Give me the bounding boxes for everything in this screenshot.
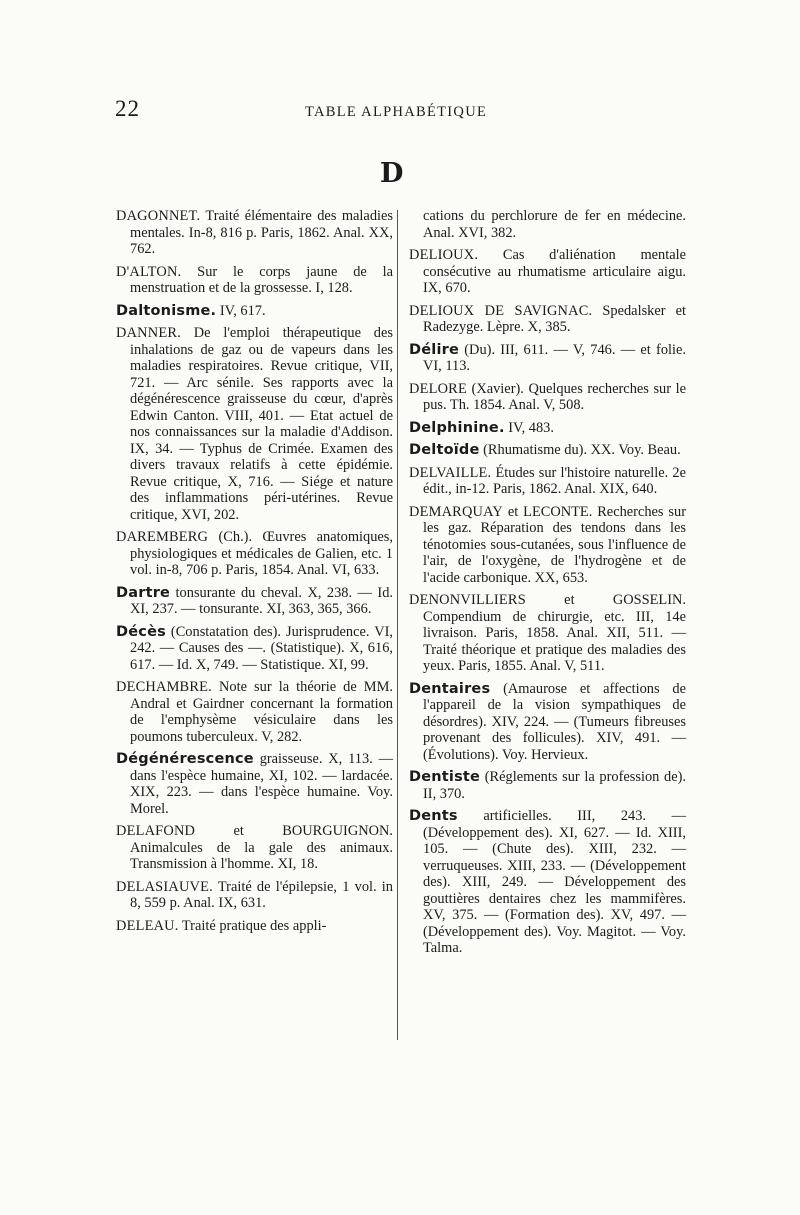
right-column (409, 208, 686, 963)
entry-heading: Dartre (116, 584, 171, 601)
entry-heading: DAGONNET. (116, 208, 201, 224)
entry-heading: Dentiste (409, 769, 481, 785)
index-entry (409, 465, 686, 498)
running-title: TABLE ALPHABÉTIQUE (305, 104, 488, 120)
index-entry (116, 585, 393, 618)
entry-heading: Deltoïde (409, 442, 480, 458)
entry-heading: DECHAMBRE. (116, 679, 212, 695)
entry-heading: DELEAU. (116, 917, 179, 934)
entry-heading: Dégénérescence (116, 751, 254, 767)
entry-text: artificielles. III, 243. — (Développement des). XI, 627. — Id. XIII, 105. — (Chute des). XIII, 232. — verruqueuses. XIII, 233. — (Développement des). XIII, 249. — Développement des gouttières dentaires chez les mammifères. XV, 375. — (Formation des). XV, 497. — (Développement des). Voy. Magitot. — Voy. Talma. (423, 808, 686, 956)
entry-text: Spedalsker et Radezyge. Lèpre. X, 385. (423, 302, 686, 335)
entry-heading: DANNER. (116, 325, 181, 341)
index-entry (409, 769, 686, 802)
entry-heading: DELVAILLE. (409, 464, 492, 481)
index-entry (116, 823, 393, 873)
index-entry (116, 303, 393, 320)
entry-text: (Amaurose et affections de l'appareil de la vision sympathiques de désordres). XIV, 224. — (Tumeurs fibreuses provenant des follicules). XIV, 491. — (Évolutions). Voy. Hervieux. (423, 680, 686, 763)
entry-text: (Du). III, 611. — V, 746. — et folie. VI, 113. (423, 341, 686, 374)
entry-text: Études sur l'histoire naturelle. 2e édit., in-12. Paris, 1862. Anal. XIX, 640. (423, 464, 686, 497)
entry-text: (Xavier). Quelques recherches sur le pus. Th. 1854. Anal. V, 508. (423, 380, 686, 413)
entry-heading: D'ALTON. (116, 263, 182, 280)
entry-text: Note sur la théorie de MM. Andral et Gairdner concernant la formation de l'emphysème vésiculaire dans les poumons tuberculeux. V, 282. (130, 679, 393, 745)
entry-heading: DELIOUX DE SAVIGNAC. (409, 302, 593, 319)
entry-heading: DEMARQUAY (409, 503, 504, 520)
entry-text: IV, 483. (504, 419, 554, 436)
entry-heading: Delphinine. (409, 419, 505, 436)
entry-text: et GOSSELIN. Compendium de chirurgie, etc. III, 14e livraison. Paris, 1858. Anal. XII, 511. — Traité théorique et pratique des maladies des yeux. Paris, 1855. Anal. V, 511. (423, 592, 686, 674)
index-entry (116, 325, 393, 523)
index-entry (409, 504, 686, 587)
index-entry (116, 751, 393, 817)
index-entry (116, 264, 393, 297)
entry-heading: DAREMBERG (116, 529, 209, 545)
index-entry (116, 208, 393, 258)
entry-text: et LECONTE. Recherches sur les gaz. Réparation des tendons dans les ténotomies sous-cutanées, sous l'influence de l'air, de l'oxygène, de l'hydrogène et de l'acide carbonique. XX, 653. (423, 503, 686, 586)
entry-text: Cas d'aliénation mentale consécutive au rhumatisme articulaire aigu. IX, 670. (423, 247, 686, 296)
entry-heading: DELIOUX. (409, 247, 479, 263)
page-number: 22 (115, 96, 140, 121)
entry-text: (Ch.). Œuvres anatomiques, physiologiques et médicales de Galien, etc. 1 vol. in-8, 706 p. Paris, 1854. Anal. VI, 633. (130, 529, 393, 578)
entry-text: Traité élémentaire des maladies mentales. In-8, 816 p. Paris, 1862. Anal. XX, 762. (130, 208, 393, 257)
entry-heading: DELORE (409, 380, 467, 397)
index-entry (409, 808, 686, 957)
index-entry (409, 247, 686, 297)
entry-text: et BOURGUIGNON. Animalcules de la gale des animaux. Transmission à l'homme. XI, 18. (130, 823, 393, 872)
index-entry (116, 679, 393, 745)
index-entry (409, 303, 686, 336)
index-entry (116, 624, 393, 674)
entry-text: (Réglements sur la profession de). II, 370. (423, 769, 686, 802)
page-header (115, 96, 680, 126)
entry-text: (Rhumatisme du). XX. Voy. Beau. (479, 442, 681, 458)
entry-heading: DENONVILLIERS (409, 592, 526, 608)
index-entry (409, 420, 686, 437)
entry-text: Traité de l'épilepsie, 1 vol. in 8, 559 p. Anal. IX, 631. (130, 878, 393, 911)
entry-text: IV, 617. (216, 302, 266, 319)
index-entry (409, 592, 686, 675)
entry-text: tonsurante du cheval. X, 238. — Id. XI, 237. — tonsurante. XI, 363, 365, 366. (130, 584, 393, 617)
entry-heading: Daltonisme. (116, 302, 217, 319)
entry-text: cations du perchlorure de fer en médecine. Anal. XVI, 382. (423, 208, 686, 241)
entry-text: Traité pratique des appli- (178, 917, 327, 934)
index-entry (409, 381, 686, 414)
index-entry (409, 342, 686, 375)
entry-text: De l'emploi thérapeutique des inhalations de gaz ou de vapeurs dans les maladies respiratoires. Revue critique, VII, 721. — Arc sénile. Ses rapports avec la dégénérescence graisseuse du cœur, d'après Edwin Canton. VIII, 401. — Etat actuel de nos connaissances sur la maladie d'Addison. IX, 34. — Typhus de Crimée. Examen des divers travaux relatifs à cette épidémie. Revue critique, X, 716. — Siége et nature des inflammations péri-utérines. Revue critique, XVI, 202. (130, 325, 393, 523)
entry-heading: Délire (409, 341, 459, 358)
index-entry (116, 918, 393, 935)
entry-text: Sur le corps jaune de la menstruation et de la grossesse. I, 128. (130, 263, 393, 296)
entry-heading: Dentaires (409, 680, 491, 697)
entry-text: (Constatation des). Jurisprudence. VI, 242. — Causes des —. (Statistique). X, 616, 617. — Id. X, 749. — Statistique. XI, 99. (130, 623, 393, 673)
entry-heading: Dents (409, 808, 458, 824)
column-divider (397, 210, 398, 1040)
index-entry (409, 208, 686, 241)
entry-heading: DELASIAUVE. (116, 878, 213, 895)
index-entry (116, 529, 393, 579)
section-letter: D (380, 158, 405, 189)
entry-heading: Décès (116, 623, 166, 640)
left-column (116, 208, 393, 940)
index-entry (409, 442, 686, 459)
index-entry (116, 879, 393, 912)
entry-text: graisseuse. X, 113. — dans l'espèce humaine, XI, 102. — lardacée. XIX, 223. — dans l'espèce humaine. Voy. Morel. (130, 751, 393, 817)
entry-heading: DELAFOND (116, 823, 196, 839)
index-entry (409, 681, 686, 764)
